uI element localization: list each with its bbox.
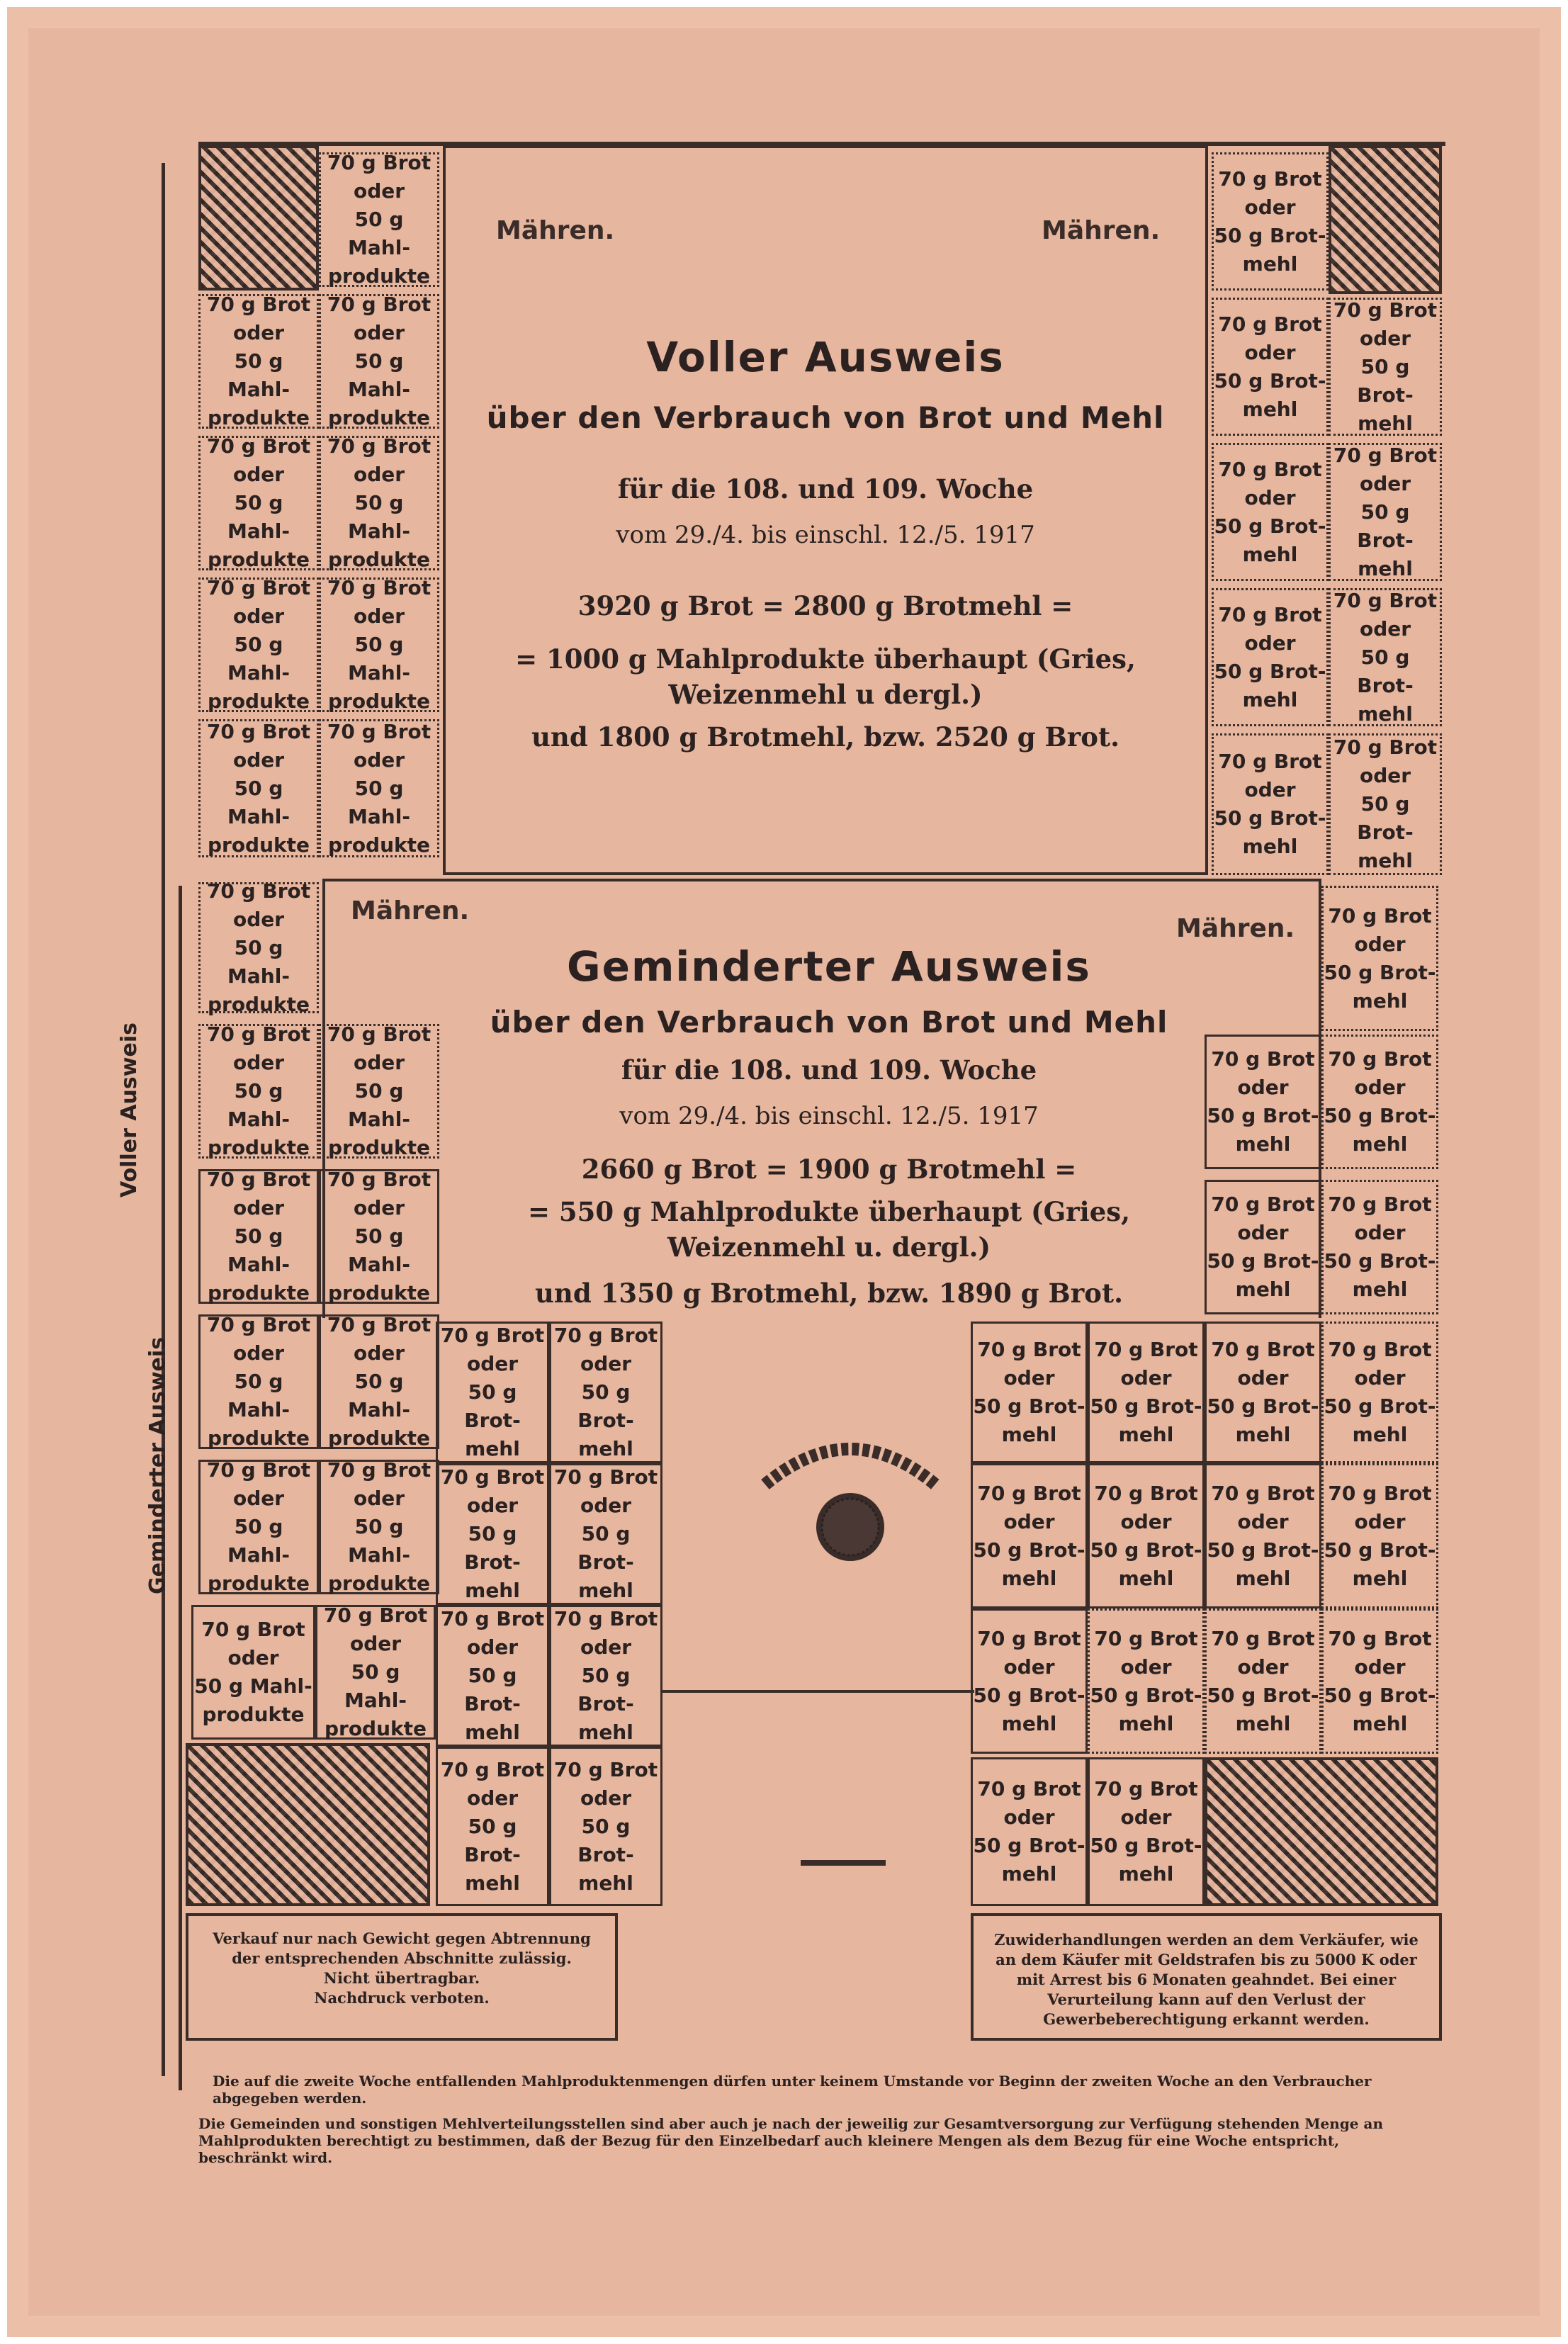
coupon-gem-brot-l2: 70 g Brot oder 50 g Brot- mehl — [549, 1322, 662, 1463]
coupon-voll-left-1: 70 g Brot oder 50 g Mahl- produkte — [319, 152, 439, 287]
ornament-top-right — [1329, 145, 1442, 294]
coupon-gem-brot-l7: 70 g Brot oder 50 g Brot- mehl — [436, 1747, 549, 1906]
footer-text-1: Die auf die zweite Woche entfallenden Mahlproduktenmengen dürfen unter keinem Umstande vor Beginn der zweiten Woche an den Verbraucher abgegeben werden. — [213, 2073, 1372, 2107]
coupon-gem-brot-r4: 70 g Brot oder 50 g Brot- mehl — [1321, 1180, 1438, 1314]
coupon-gem-mahl-10: 70 g Brot oder 50 g Mahl- produkte — [191, 1605, 315, 1740]
ornament-top-left — [198, 145, 319, 291]
coupon-gem-mahl-3: 70 g Brot oder 50 g Mahl- produkte — [319, 1024, 439, 1159]
gemindert-week: für die 108. und 109. Woche — [621, 1054, 1037, 1086]
voll-line2: = 1000 g Mahlprodukte überhaupt (Gries, — [515, 643, 1136, 675]
ornament-bottom-right — [1205, 1757, 1438, 1906]
coupon-voll-left-7: 70 g Brot oder 50 g Mahl- produkte — [319, 577, 439, 712]
coupon-gem-brot-l1: 70 g Brot oder 50 g Brot- mehl — [436, 1322, 549, 1463]
coupon-gem-mahl-6: 70 g Brot oder 50 g Mahl- produkte — [198, 1314, 319, 1449]
coupon-gem-mahl-5: 70 g Brot oder 50 g Mahl- produkte — [319, 1169, 439, 1304]
coupon-voll-right-3: 70 g Brot oder 50 g Brot- mehl — [1329, 298, 1442, 436]
inner-left-rule — [179, 886, 182, 2090]
voll-region-left: Mähren. — [496, 216, 615, 245]
coupon-gem-mahl-7: 70 g Brot oder 50 g Mahl- produkte — [319, 1314, 439, 1449]
coupon-voll-right-6: 70 g Brot oder 50 g Brot- mehl — [1212, 588, 1329, 726]
gemindert-line3: Weizenmehl u. dergl.) — [667, 1232, 991, 1263]
coupon-gem-brot-g10: 70 g Brot oder 50 g Brot- mehl — [1088, 1608, 1205, 1754]
note-right: Zuwiderhandlungen werden an dem Verkäufer, wie an dem Käufer mit Geldstrafen bis zu 5000 K oder mit Arrest bis 6 Monaten geahndet. Bei einer Verurteilung kann auf den Verlust der Gewerbeberechtigung erkannt werden. — [994, 1931, 1418, 2028]
coupon-gem-brot-g12: 70 g Brot oder 50 g Brot- mehl — [1321, 1608, 1438, 1754]
footer-text-2: Die Gemeinden und sonstigen Mehlverteilungsstellen sind aber auch je nach der jeweilig zur Gesamtversorgung zur Verfügung stehenden Menge an Mahlprodukten berechtigt zu bestimmen, daß der Bezug für den Einzelbedarf auch kleinere Mengen als dem Bezug für eine Woche entspricht, beschränkt wird. — [198, 2115, 1383, 2166]
voll-panel — [443, 145, 1208, 875]
coupon-voll-left-8: 70 g Brot oder 50 g Mahl- produkte — [198, 719, 319, 857]
coupon-gem-brot-g1: 70 g Brot oder 50 g Brot- mehl — [971, 1322, 1088, 1463]
coupon-voll-left-9: 70 g Brot oder 50 g Mahl- produkte — [319, 719, 439, 857]
coupon-gem-brot-g5: 70 g Brot oder 50 g Brot- mehl — [971, 1463, 1088, 1608]
voll-region-right: Mähren. — [1042, 216, 1161, 245]
voll-line4: und 1800 g Brotmehl, bzw. 2520 g Brot. — [531, 721, 1119, 753]
coupon-gem-mahl-2: 70 g Brot oder 50 g Mahl- produkte — [198, 1024, 319, 1159]
coupon-gem-mahl-1: 70 g Brot oder 50 g Mahl- produkte — [198, 882, 319, 1013]
voll-week: für die 108. und 109. Woche — [617, 473, 1034, 505]
coupon-voll-right-7: 70 g Brot oder 50 g Brot- mehl — [1329, 588, 1442, 726]
gemindert-title: Geminderter Ausweis — [567, 942, 1091, 991]
gemindert-subtitle: über den Verbrauch von Brot und Mehl — [490, 1005, 1168, 1039]
coupon-gem-brot-g3: 70 g Brot oder 50 g Brot- mehl — [1205, 1322, 1321, 1463]
note-right-box — [971, 1913, 1442, 2041]
outer-left-rule — [162, 163, 165, 2076]
voll-line3: Weizenmehl u dergl.) — [668, 679, 983, 710]
voll-line1: 3920 g Brot = 2800 g Brotmehl = — [577, 590, 1073, 621]
coupon-gem-brot-g7: 70 g Brot oder 50 g Brot- mehl — [1205, 1463, 1321, 1608]
coupon-gem-brot-l3: 70 g Brot oder 50 g Brot- mehl — [436, 1463, 549, 1605]
coupon-gem-brot-r2: 70 g Brot oder 50 g Brot- mehl — [1321, 1035, 1438, 1169]
coupon-voll-left-4: 70 g Brot oder 50 g Mahl- produkte — [198, 436, 319, 570]
coupon-voll-right-1: 70 g Brot oder 50 g Brot- mehl — [1212, 152, 1329, 291]
voll-title: Voller Ausweis — [646, 333, 1005, 381]
gemindert-line4: und 1350 g Brotmehl, bzw. 1890 g Brot. — [535, 1278, 1123, 1309]
gemindert-region-left: Mähren. — [351, 896, 470, 925]
coupon-gem-brot-g9: 70 g Brot oder 50 g Brot- mehl — [971, 1608, 1088, 1754]
note-left-box — [186, 1913, 618, 2041]
coupon-gem-brot-g11: 70 g Brot oder 50 g Brot- mehl — [1205, 1608, 1321, 1754]
ornament-bottom-left — [186, 1743, 430, 1906]
coupon-gem-mahl-8: 70 g Brot oder 50 g Mahl- produkte — [198, 1460, 319, 1594]
coupon-gem-brot-g13: 70 g Brot oder 50 g Brot- mehl — [971, 1757, 1088, 1906]
voll-period: vom 29./4. bis einschl. 12./5. 1917 — [616, 521, 1035, 549]
coupon-gem-mahl-4: 70 g Brot oder 50 g Mahl- produkte — [198, 1169, 319, 1304]
note-left: Verkauf nur nach Gewicht gegen Abtrennung der entsprechenden Abschnitte zulässig. Nicht übertragbar. Nachdruck verboten. — [213, 1929, 591, 2007]
coupon-voll-left-2: 70 g Brot oder 50 g Mahl- produkte — [198, 294, 319, 429]
coupon-gem-brot-l4: 70 g Brot oder 50 g Brot- mehl — [549, 1463, 662, 1605]
coupon-gem-brot-l6: 70 g Brot oder 50 g Brot- mehl — [549, 1605, 662, 1747]
coupon-voll-right-4: 70 g Brot oder 50 g Brot- mehl — [1212, 443, 1329, 581]
coupon-voll-right-2: 70 g Brot oder 50 g Brot- mehl — [1212, 298, 1329, 436]
coupon-gem-brot-l8: 70 g Brot oder 50 g Brot- mehl — [549, 1747, 662, 1906]
gemindert-line2: = 550 g Mahlprodukte überhaupt (Gries, — [528, 1196, 1130, 1227]
official-stamp — [751, 1421, 949, 1562]
coupon-voll-left-5: 70 g Brot oder 50 g Mahl- produkte — [319, 436, 439, 570]
coupon-voll-right-5: 70 g Brot oder 50 g Brot- mehl — [1329, 443, 1442, 581]
center-small-mark — [801, 1860, 886, 1866]
coupon-gem-brot-g8: 70 g Brot oder 50 g Brot- mehl — [1321, 1463, 1438, 1608]
gemindert-period: vom 29./4. bis einschl. 12./5. 1917 — [619, 1102, 1039, 1130]
coupon-gem-mahl-9: 70 g Brot oder 50 g Mahl- produkte — [319, 1460, 439, 1594]
side-label-gemindert: Geminderter Ausweis — [145, 1336, 170, 1594]
coupon-gem-brot-r0: 70 g Brot oder 50 g Brot- mehl — [1321, 886, 1438, 1031]
coupon-gem-brot-g2: 70 g Brot oder 50 g Brot- mehl — [1088, 1322, 1205, 1463]
coupon-gem-brot-l5: 70 g Brot oder 50 g Brot- mehl — [436, 1605, 549, 1747]
side-label-voll: Voller Ausweis — [117, 1022, 142, 1198]
coupon-voll-right-9: 70 g Brot oder 50 g Brot- mehl — [1329, 733, 1442, 875]
gemindert-line1: 2660 g Brot = 1900 g Brotmehl = — [581, 1154, 1077, 1185]
coupon-gem-mahl-11: 70 g Brot oder 50 g Mahl- produkte — [315, 1605, 436, 1740]
coupon-gem-brot-g6: 70 g Brot oder 50 g Brot- mehl — [1088, 1463, 1205, 1608]
coupon-voll-right-8: 70 g Brot oder 50 g Brot- mehl — [1212, 733, 1329, 875]
voll-subtitle: über den Verbrauch von Brot und Mehl — [486, 400, 1165, 435]
coupon-gem-brot-r1: 70 g Brot oder 50 g Brot- mehl — [1205, 1035, 1321, 1169]
coupon-gem-brot-r3: 70 g Brot oder 50 g Brot- mehl — [1205, 1180, 1321, 1314]
coupon-gem-brot-g4: 70 g Brot oder 50 g Brot- mehl — [1321, 1322, 1438, 1463]
center-divider — [662, 1690, 974, 1693]
gemindert-region-right: Mähren. — [1176, 914, 1295, 943]
coupon-gem-brot-g14: 70 g Brot oder 50 g Brot- mehl — [1088, 1757, 1205, 1906]
coupon-voll-left-3: 70 g Brot oder 50 g Mahl- produkte — [319, 294, 439, 429]
coupon-voll-left-6: 70 g Brot oder 50 g Mahl- produkte — [198, 577, 319, 712]
